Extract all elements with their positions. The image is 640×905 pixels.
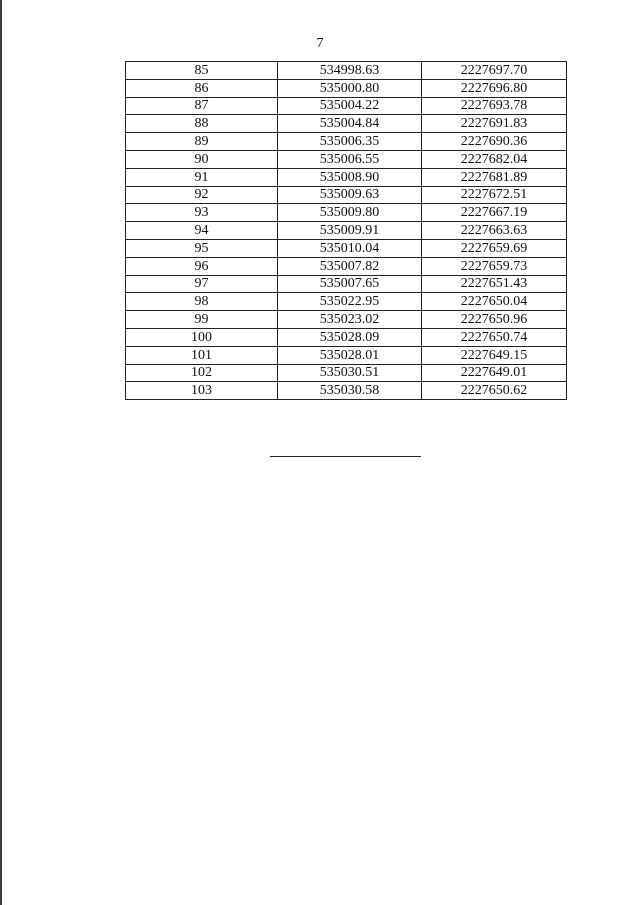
y-coordinate-cell: 2227649.15 [422, 346, 567, 364]
point-number-cell: 94 [126, 222, 278, 240]
point-number-cell: 95 [126, 239, 278, 257]
x-coordinate-cell: 535006.35 [278, 133, 422, 151]
x-coordinate-cell: 535022.95 [278, 293, 422, 311]
point-number-cell: 99 [126, 311, 278, 329]
x-coordinate-cell: 535004.22 [278, 97, 422, 115]
table-row [126, 382, 567, 400]
y-coordinate-cell: 2227650.04 [422, 293, 567, 311]
x-coordinate-cell: 535007.82 [278, 257, 422, 275]
table-row [126, 311, 567, 329]
point-number-cell: 92 [126, 186, 278, 204]
point-number-cell: 102 [126, 364, 278, 382]
table-row [126, 328, 567, 346]
y-coordinate-cell: 2227650.96 [422, 311, 567, 329]
x-coordinate-cell: 535030.51 [278, 364, 422, 382]
page-number: 7 [316, 36, 324, 51]
point-number-cell: 91 [126, 168, 278, 186]
table-row [126, 222, 567, 240]
point-number-cell: 88 [126, 115, 278, 133]
x-coordinate-cell: 535030.58 [278, 382, 422, 400]
table-row [126, 115, 567, 133]
point-number-cell: 86 [126, 79, 278, 97]
y-coordinate-cell: 2227691.83 [422, 115, 567, 133]
x-coordinate-cell: 535023.02 [278, 311, 422, 329]
end-of-document-rule [270, 456, 421, 457]
point-number-cell: 85 [126, 62, 278, 80]
point-number-cell: 100 [126, 328, 278, 346]
x-coordinate-cell: 535010.04 [278, 239, 422, 257]
y-coordinate-cell: 2227650.74 [422, 328, 567, 346]
y-coordinate-cell: 2227650.62 [422, 382, 567, 400]
table-row [126, 186, 567, 204]
point-number-cell: 101 [126, 346, 278, 364]
y-coordinate-cell: 2227672.51 [422, 186, 567, 204]
x-coordinate-cell: 535009.80 [278, 204, 422, 222]
x-coordinate-cell: 535000.80 [278, 79, 422, 97]
point-number-cell: 87 [126, 97, 278, 115]
point-number-cell: 93 [126, 204, 278, 222]
y-coordinate-cell: 2227682.04 [422, 150, 567, 168]
x-coordinate-cell: 535009.91 [278, 222, 422, 240]
y-coordinate-cell: 2227659.73 [422, 257, 567, 275]
point-number-cell: 89 [126, 133, 278, 151]
table-row [126, 293, 567, 311]
point-number-cell: 103 [126, 382, 278, 400]
y-coordinate-cell: 2227659.69 [422, 239, 567, 257]
x-coordinate-cell: 535008.90 [278, 168, 422, 186]
scan-edge-line [0, 0, 2, 905]
table-row [126, 133, 567, 151]
table-row [126, 364, 567, 382]
x-coordinate-cell: 535028.09 [278, 328, 422, 346]
x-coordinate-cell: 535028.01 [278, 346, 422, 364]
table-row [126, 346, 567, 364]
y-coordinate-cell: 2227651.43 [422, 275, 567, 293]
table-row [126, 239, 567, 257]
table-row [126, 97, 567, 115]
point-number-cell: 98 [126, 293, 278, 311]
point-number-cell: 97 [126, 275, 278, 293]
point-number-cell: 96 [126, 257, 278, 275]
x-coordinate-cell: 534998.63 [278, 62, 422, 80]
table-row [126, 204, 567, 222]
y-coordinate-cell: 2227681.89 [422, 168, 567, 186]
y-coordinate-cell: 2227697.70 [422, 62, 567, 80]
x-coordinate-cell: 535004.84 [278, 115, 422, 133]
x-coordinate-cell: 535009.63 [278, 186, 422, 204]
y-coordinate-cell: 2227663.63 [422, 222, 567, 240]
y-coordinate-cell: 2227696.80 [422, 79, 567, 97]
y-coordinate-cell: 2227690.36 [422, 133, 567, 151]
table-row [126, 62, 567, 80]
x-coordinate-cell: 535006.55 [278, 150, 422, 168]
x-coordinate-cell: 535007.65 [278, 275, 422, 293]
point-number-cell: 90 [126, 150, 278, 168]
coordinates-table-body [126, 62, 567, 400]
y-coordinate-cell: 2227649.01 [422, 364, 567, 382]
table-row [126, 79, 567, 97]
table-row [126, 275, 567, 293]
table-row [126, 168, 567, 186]
y-coordinate-cell: 2227693.78 [422, 97, 567, 115]
table-row [126, 257, 567, 275]
coordinates-table [125, 61, 567, 400]
table-row [126, 150, 567, 168]
y-coordinate-cell: 2227667.19 [422, 204, 567, 222]
